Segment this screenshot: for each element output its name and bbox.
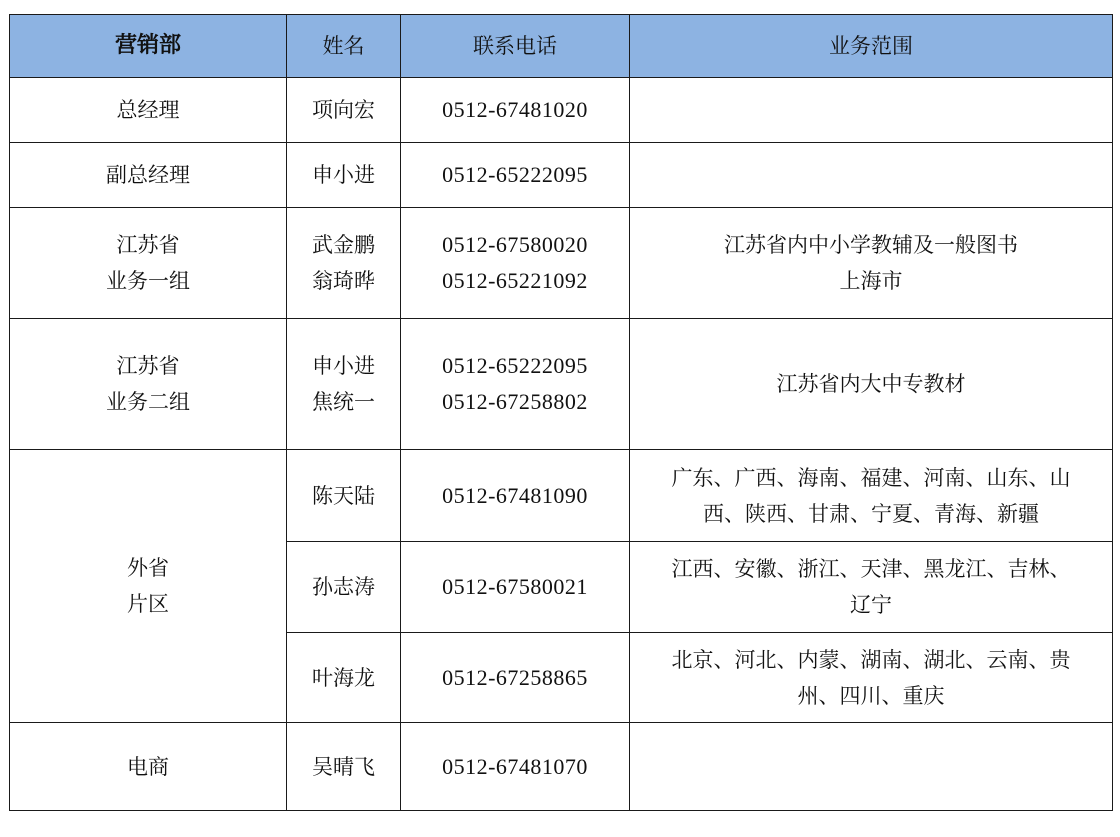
- person-name: 焦统一: [312, 390, 375, 414]
- phone-cell: [401, 319, 630, 450]
- scope-cell: [630, 450, 1113, 542]
- phone-cell: [401, 542, 630, 633]
- name-cell: [287, 450, 401, 542]
- table-row: [10, 78, 1113, 143]
- person-name: 项向宏: [312, 98, 375, 122]
- person-name: 陈天陆: [312, 483, 375, 508]
- phone-number: 0512-65222095: [442, 162, 588, 187]
- group-label: 片区: [127, 592, 169, 616]
- group-label: 业务二组: [106, 390, 190, 414]
- scope-cell: [630, 208, 1113, 319]
- person-name: 翁琦晔: [312, 269, 375, 293]
- phone-number: 0512-65221092: [442, 268, 588, 293]
- group-cell: [10, 208, 287, 319]
- scope-cell: [630, 78, 1113, 143]
- group-label: 总经理: [116, 98, 180, 122]
- table-row: [10, 319, 1113, 450]
- table-row: [10, 450, 1113, 542]
- group-label: 业务一组: [106, 269, 190, 293]
- person-name: 叶海龙: [312, 665, 375, 690]
- name-cell: [287, 723, 401, 811]
- person-name: 孙志涛: [312, 575, 375, 599]
- phone-cell: [401, 143, 630, 208]
- phone-number: 0512-65222095: [442, 353, 588, 378]
- group-cell: [10, 319, 287, 450]
- table-row: [10, 723, 1113, 811]
- scope-text: 江西、安徽、浙江、天津、黑龙江、吉林、: [671, 557, 1071, 581]
- group-label: 江苏省: [116, 233, 180, 257]
- person-name: 申小进: [312, 163, 375, 187]
- group-label: 江苏省: [116, 354, 180, 378]
- scope-text: 江苏省内大中专教材: [776, 372, 966, 396]
- table-row: [10, 208, 1113, 319]
- phone-number: 0512-67580020: [442, 232, 588, 257]
- phone-number: 0512-67481020: [442, 97, 588, 122]
- group-label: 电商: [127, 754, 169, 779]
- scope-text: 广东、广西、海南、福建、河南、山东、山: [671, 465, 1071, 490]
- name-cell: [287, 208, 401, 319]
- scope-cell: [630, 319, 1113, 450]
- person-name: 武金鹏: [312, 233, 375, 257]
- person-name: 吴晴飞: [312, 754, 375, 779]
- phone-number: 0512-67481070: [442, 753, 588, 779]
- phone-cell: [401, 208, 630, 319]
- scope-cell: [630, 143, 1113, 208]
- group-cell: [10, 143, 287, 208]
- name-cell: [287, 319, 401, 450]
- scope-cell: [630, 633, 1113, 723]
- group-cell: [10, 450, 287, 723]
- scope-text: 州、四川、重庆: [797, 683, 945, 708]
- name-cell: [287, 542, 401, 633]
- scope-cell: [630, 723, 1113, 811]
- header-phone: 联系电话: [401, 15, 630, 78]
- scope-cell: [630, 542, 1113, 633]
- table-row: [10, 143, 1113, 208]
- phone-cell: [401, 633, 630, 723]
- name-cell: [287, 143, 401, 208]
- group-cell: [10, 723, 287, 811]
- scope-text: 西、陕西、甘肃、宁夏、青海、新疆: [703, 501, 1039, 526]
- phone-cell: [401, 78, 630, 143]
- phone-number: 0512-67258865: [442, 664, 588, 690]
- group-label: 外省: [127, 556, 169, 580]
- table-header-row: [10, 15, 1113, 78]
- header-name: 姓名: [287, 15, 401, 78]
- marketing-contact-table: [9, 14, 1113, 811]
- group-label: 副总经理: [106, 163, 190, 187]
- scope-text: 江苏省内中小学教辅及一般图书: [724, 233, 1018, 257]
- phone-number: 0512-67481090: [442, 482, 588, 508]
- scope-text: 北京、河北、内蒙、湖南、湖北、云南、贵: [671, 647, 1071, 672]
- scope-text: 辽宁: [850, 593, 892, 617]
- phone-cell: [401, 723, 630, 811]
- header-scope: 业务范围: [630, 15, 1113, 78]
- header-department: 营销部: [10, 15, 287, 78]
- name-cell: [287, 633, 401, 723]
- person-name: 申小进: [312, 354, 375, 378]
- group-cell: [10, 78, 287, 143]
- phone-number: 0512-67580021: [442, 574, 588, 599]
- phone-cell: [401, 450, 630, 542]
- name-cell: [287, 78, 401, 143]
- phone-number: 0512-67258802: [442, 389, 588, 414]
- scope-text: 上海市: [839, 269, 903, 293]
